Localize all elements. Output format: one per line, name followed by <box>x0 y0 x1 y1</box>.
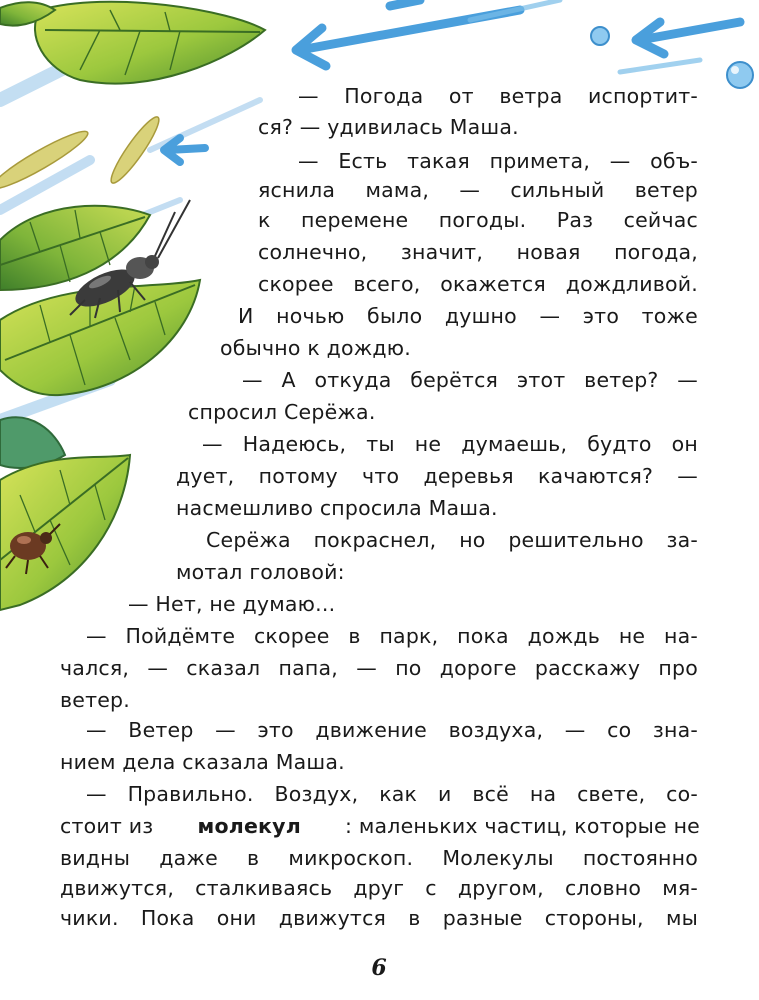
text-line: ветер. <box>60 688 130 712</box>
text-line: насмешливо спросила Маша. <box>176 496 498 520</box>
text-line: — А откуда берётся этот ветер? — <box>242 368 698 392</box>
text-line: яснила мама, — сильный ветер <box>258 178 698 202</box>
text-line: спросил Серёжа. <box>188 400 376 424</box>
text-line: мотал головой: <box>176 560 345 584</box>
text-line: — Правильно. Воздух, как и всё на свете, со- <box>86 782 698 806</box>
catkin-icon <box>0 113 164 196</box>
text-line: чики. Пока они движутся в разные стороны, мы <box>60 906 698 930</box>
text-line: дует, потому что деревья качаются? — <box>176 464 698 488</box>
key-term: молекул <box>197 814 301 838</box>
text-line: — Погода от ветра испортит- <box>298 84 698 108</box>
text-line: Серёжа покраснел, но решительно за- <box>206 528 698 552</box>
text-line: к перемене погоды. Раз сейчас <box>258 208 698 232</box>
text-line: чался, — сказал папа, — по дороге расскажу про <box>60 656 698 680</box>
text-line: движутся, сталкиваясь друг с другом, словно мя- <box>60 876 698 900</box>
text-line: солнечно, значит, новая погода, <box>258 240 698 264</box>
text-line: видны даже в микроскоп. Молекулы постоянно <box>60 846 698 870</box>
text-line: И ночью было душно — это тоже <box>238 304 698 328</box>
text-fragment: стоит из <box>60 814 154 838</box>
leaf-icon <box>35 2 265 84</box>
text-line: нием дела сказала Маша. <box>60 750 345 774</box>
text-line: скорее всего, окажется дождливой. <box>258 272 698 296</box>
text-line: — Пойдёмте скорее в парк, пока дождь не на- <box>86 624 698 648</box>
text-fragment: : маленьких частиц, которые не <box>345 814 700 838</box>
leaf-icon <box>0 455 130 610</box>
text-line: обычно к дождю. <box>220 336 411 360</box>
text-line: — Нет, не думаю... <box>128 592 336 616</box>
text-line: — Ветер — это движение воздуха, — со зна- <box>86 718 698 742</box>
text-line <box>60 812 700 840</box>
text-line: — Есть такая примета, — объ- <box>298 149 698 173</box>
text-line: ся? — удивилась Маша. <box>258 115 519 139</box>
wind-arrow-icon <box>164 138 205 162</box>
page-number: 6 <box>371 955 387 981</box>
text-line: — Надеюсь, ты не думаешь, будто он <box>202 432 698 456</box>
